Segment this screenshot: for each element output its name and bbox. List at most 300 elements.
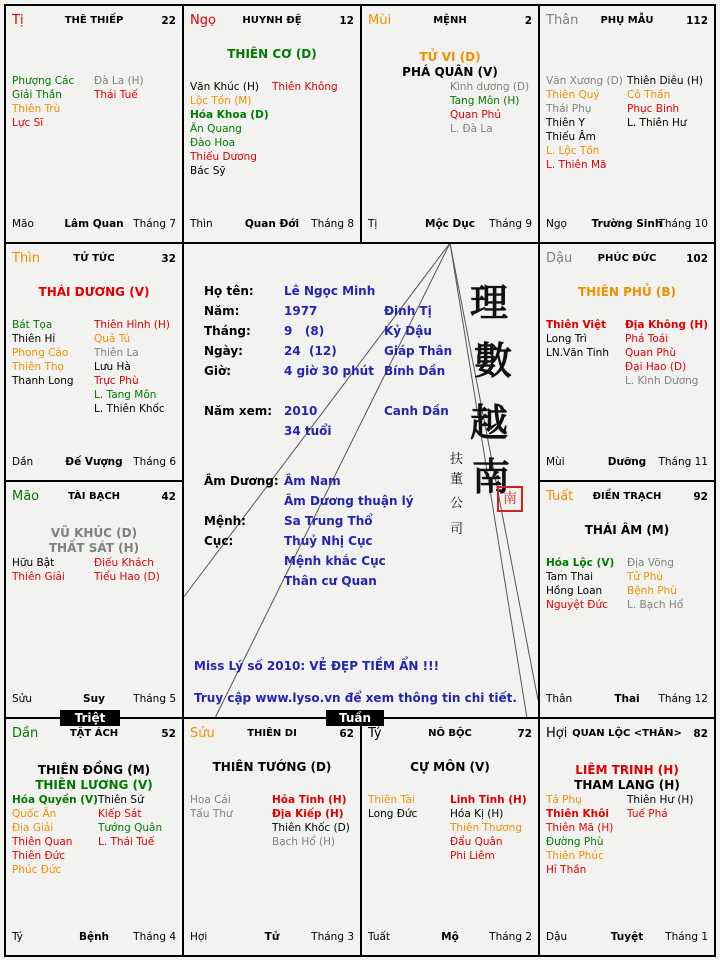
minor-star: Tả Phụ [546, 794, 582, 806]
palace-name: QUAN LỘC <THÂN> [572, 728, 682, 739]
palace-number: 112 [686, 15, 708, 27]
minor-star: Phúc Đức [12, 864, 62, 876]
palace-header [12, 727, 176, 743]
minor-star: Thiên Khốc (D) [272, 822, 350, 834]
footer-month: Tháng 12 [658, 693, 708, 705]
star-column [12, 556, 94, 584]
value-am-duong-2: Âm Dương thuận lý [284, 494, 414, 508]
minor-star: Linh Tinh (H) [450, 794, 527, 806]
footer-stage: Đế Vượng [65, 456, 123, 468]
value-nam-xem: 2010 [284, 404, 318, 418]
minor-star: Thiếu Dương [190, 151, 257, 163]
star-column [627, 793, 708, 877]
minor-star: Giải Thần [12, 89, 62, 101]
value-nam-xem-can: Canh Dần [384, 404, 449, 418]
footer-stage: Trường Sinh [591, 218, 663, 230]
minor-star: Thiên Thọ [12, 361, 64, 373]
palace-p2 [184, 6, 360, 242]
minor-star: Thiên Việt [546, 319, 607, 331]
footer-stage: Bệnh [78, 931, 110, 943]
palace-number: 42 [161, 491, 176, 503]
footer-branch: Thìn [190, 218, 213, 230]
palace-footer [368, 218, 532, 232]
seal-char: 南 [503, 491, 517, 507]
minor-star: L. Tang Môn [94, 389, 157, 401]
small-char: 扶 [450, 452, 464, 467]
palace-footer [190, 218, 354, 232]
minor-star: L. Lộc Tồn [546, 145, 600, 157]
value-thang-can: Kỷ Dậu [384, 324, 432, 338]
star-column [94, 74, 176, 130]
minor-star: Tuế Phá [627, 808, 668, 820]
footer-month: Tháng 2 [489, 931, 532, 943]
minor-stars [12, 793, 176, 877]
palace-branch: Ngọ [190, 13, 216, 28]
palace-name: TÀI BẠCH [67, 491, 121, 502]
main-star: THIÊN ĐỒNG (M) [37, 763, 151, 777]
main-star: VŨ KHÚC (D) [50, 526, 138, 540]
palace-branch: Mùi [368, 13, 392, 28]
footer-stage: Thai [614, 693, 640, 705]
value-nam: 1977 [284, 304, 318, 318]
minor-star: Tang Môn (H) [450, 95, 520, 107]
value-cuc-2: Mệnh khắc Cục [284, 554, 386, 568]
palace-header [546, 14, 708, 30]
minor-star: Quốc Ấn [12, 808, 57, 820]
palace-footer [546, 456, 708, 470]
minor-star: Long Đức [368, 808, 418, 820]
footer-month: Tháng 6 [133, 456, 176, 468]
palace-p7 [6, 482, 182, 717]
minor-star: Lực Sĩ [12, 117, 44, 129]
minor-stars [12, 318, 176, 416]
minor-star: Thiên Đức [12, 850, 66, 862]
value-ngay-can: Giáp Thân [384, 344, 453, 358]
minor-star: Thiên Quan [12, 836, 73, 848]
minor-star: Thiếu Âm [546, 131, 596, 143]
main-stars [6, 763, 182, 793]
minor-stars [190, 793, 354, 849]
minor-star: Ân Quang [190, 123, 242, 135]
calligraphy-char: 理 [470, 280, 509, 325]
palace-p1 [6, 6, 182, 242]
minor-star: Phi Liêm [450, 850, 495, 862]
minor-star: Hóa Khoa (D) [190, 109, 269, 121]
star-column [546, 318, 625, 388]
palace-number: 92 [693, 491, 708, 503]
palace-p8 [540, 482, 714, 717]
palace-name: THÊ THIẾP [64, 15, 124, 26]
main-star: THÁI ÂM (M) [584, 523, 670, 537]
palace-number: 62 [339, 728, 354, 740]
minor-star: L. Kình Dương [625, 375, 699, 387]
palace-p5 [6, 244, 182, 480]
minor-star: Quan Phù [625, 347, 676, 359]
palace-number: 82 [693, 728, 708, 740]
value-ho-ten: Lê Ngọc Minh [284, 284, 376, 298]
palace-p10 [184, 719, 360, 955]
footer-month: Tháng 3 [311, 931, 354, 943]
main-stars [540, 763, 714, 793]
minor-star: Thiên Khôi [546, 808, 609, 820]
palace-branch: Mão [12, 489, 40, 504]
minor-star: L. Thiên Mã [546, 159, 607, 171]
minor-star: Thiên Giải [12, 571, 65, 583]
footer-branch: Tý [12, 931, 23, 943]
promo-text: Miss Lý số 2010: VẺ ĐẸP TIỀM ẨN !!! [194, 659, 440, 673]
footer-branch: Dậu [546, 931, 568, 943]
palace-name: THIÊN DI [247, 728, 297, 739]
footer-branch: Dần [12, 456, 34, 468]
minor-star: Cô Thần [627, 89, 671, 101]
palace-footer [546, 218, 708, 232]
star-column [450, 793, 532, 863]
minor-star: Hỏa Tinh (H) [272, 794, 347, 806]
minor-star: Kình dương (D) [450, 81, 530, 93]
minor-star: Đường Phù [546, 836, 604, 848]
footer-month: Tháng 7 [133, 218, 176, 230]
label-ho-ten: Họ tên: [204, 284, 254, 298]
minor-star: L. Thái Tuế [97, 836, 155, 848]
minor-star: Bát Tọa [12, 319, 53, 331]
label-nam-xem: Năm xem: [204, 404, 273, 418]
footer-stage: Lâm Quan [64, 218, 124, 230]
palace-header [546, 490, 708, 506]
star-column [190, 793, 272, 849]
star-column [12, 793, 98, 877]
label-gio: Giờ: [204, 364, 232, 378]
star-column [12, 74, 94, 130]
minor-star: Lưu Hà [94, 361, 131, 373]
main-stars [6, 285, 182, 300]
palace-header [12, 490, 176, 506]
palace-footer [12, 931, 176, 945]
palace-header [368, 727, 532, 743]
minor-star: Tam Thai [546, 571, 594, 583]
minor-star: Phong Cáo [12, 347, 69, 359]
minor-star: Thiên Sứ [97, 794, 144, 806]
grid-line [4, 4, 6, 957]
value-nam-can: Đinh Tị [384, 304, 432, 318]
palace-p9 [6, 719, 182, 955]
palace-branch: Dần [12, 726, 39, 741]
minor-star: Địa Không (H) [625, 319, 708, 331]
footer-month: Tháng 1 [665, 931, 708, 943]
star-column [546, 793, 627, 877]
minor-star: Kiếp Sát [97, 808, 142, 820]
minor-star: Bệnh Phù [627, 585, 677, 597]
footer-stage: Quan Đới [244, 218, 300, 230]
minor-stars [546, 556, 708, 612]
palace-header [190, 14, 354, 30]
grid-line [182, 4, 184, 243]
main-star: LIÊM TRINH (H) [575, 763, 679, 777]
palace-branch: Tị [12, 13, 24, 28]
palace-header [368, 14, 532, 30]
minor-star: Lộc Tồn (M) [190, 95, 252, 107]
value-menh: Sa Trung Thổ [284, 514, 373, 528]
palace-name: NÔ BỘC [428, 728, 472, 739]
minor-star: Nguyệt Đức [546, 599, 608, 611]
small-char: 董 [450, 472, 464, 487]
palace-name: TẬT ÁCH [69, 728, 119, 739]
minor-stars [546, 318, 708, 388]
main-stars [362, 760, 538, 775]
main-star: THIÊN PHỦ (B) [578, 285, 676, 299]
main-star: THAM LANG (H) [574, 778, 680, 792]
value-cuc: Thuỷ Nhị Cục [284, 534, 373, 548]
tuan-tag: Tuần [326, 710, 384, 726]
palace-footer [12, 456, 176, 470]
main-star: THIÊN TƯỚNG (D) [212, 760, 332, 774]
palace-name: PHỤ MẪU [600, 15, 654, 26]
footer-branch: Ngọ [546, 218, 567, 230]
minor-star: Thiên Quý [546, 89, 600, 101]
footer-month: Tháng 9 [489, 218, 532, 230]
main-star: THÁI DƯƠNG (V) [38, 285, 150, 299]
main-stars [362, 50, 538, 80]
main-star: THIÊN CƠ (D) [227, 47, 317, 61]
minor-stars [546, 793, 708, 877]
minor-star: Địa Giải [12, 822, 54, 834]
star-column [272, 793, 354, 849]
main-star: THẤT SÁT (H) [48, 541, 140, 555]
minor-star: Thái Tuế [94, 89, 138, 101]
minor-star: L. Thiên Khốc [94, 403, 165, 415]
minor-star: Thiên La [94, 347, 139, 359]
footer-branch: Tuất [368, 931, 391, 943]
minor-star: Hữu Bật [12, 557, 55, 569]
star-column [625, 318, 708, 388]
value-am-duong: Âm Nam [284, 474, 341, 488]
main-stars [184, 760, 360, 775]
footer-stage: Tử [264, 931, 280, 943]
minor-star: Tiểu Hao (D) [94, 571, 160, 583]
palace-number: 52 [161, 728, 176, 740]
minor-star: Hóa Lộc (V) [546, 557, 615, 569]
minor-star: Đào Hoa [190, 137, 236, 149]
small-char: 公 [450, 496, 464, 511]
minor-star: Bác Sỹ [190, 165, 226, 177]
minor-star: Thiên Hình (H) [94, 319, 170, 331]
star-column [94, 556, 176, 584]
footer-branch: Thân [546, 693, 573, 705]
palace-number: 72 [517, 728, 532, 740]
label-thang: Tháng: [204, 324, 251, 338]
palace-p4 [540, 6, 714, 242]
grid-line [538, 480, 716, 482]
minor-star: Long Trì [546, 333, 587, 345]
minor-stars [546, 74, 708, 172]
palace-number: 22 [161, 15, 176, 27]
value-ngay: 24 (12) [284, 344, 337, 358]
minor-star: Thiên Tài [368, 794, 415, 806]
palace-header [546, 252, 708, 268]
grid-line [538, 4, 540, 957]
minor-star: Thái Phụ [546, 103, 592, 115]
minor-star: Địa Võng [627, 557, 674, 569]
minor-star: Tướng Quân [97, 822, 163, 834]
minor-star: Tấu Thư [190, 808, 233, 820]
label-menh: Mệnh: [204, 514, 246, 528]
star-column [368, 793, 450, 863]
minor-star: Tử Phù [627, 571, 664, 583]
minor-star: L. Bạch Hổ [627, 599, 684, 611]
palace-footer [546, 693, 708, 707]
grid-line [4, 480, 183, 482]
minor-star: Thiên Diêu (H) [627, 75, 703, 87]
main-stars [184, 47, 360, 62]
main-star: TỬ VI (D) [419, 50, 481, 64]
palace-header [12, 252, 176, 268]
palace-name: TỬ TỨC [73, 253, 115, 264]
palace-footer [12, 693, 176, 707]
minor-stars [368, 80, 532, 136]
palace-footer [368, 931, 532, 945]
footer-branch: Hợi [190, 931, 208, 943]
minor-star: L. Đà La [450, 123, 493, 135]
footer-branch: Sửu [12, 693, 32, 705]
palace-branch: Thân [546, 13, 579, 28]
palace-header [12, 14, 176, 30]
minor-star: Thiên Không [272, 81, 338, 93]
website-link[interactable]: Truy cập www.lyso.vn để xem thông tin chi tiết. [194, 691, 517, 705]
minor-star: Địa Kiếp (H) [272, 808, 344, 820]
palace-p12 [540, 719, 714, 955]
minor-star: Hỉ Thần [546, 864, 587, 876]
grid-line [360, 717, 362, 957]
calligraphy-char: 越 [470, 400, 509, 445]
palace-p3 [362, 6, 538, 242]
footer-branch: Mùi [546, 456, 565, 468]
minor-star: Phục Binh [627, 103, 680, 115]
palace-footer [546, 931, 708, 945]
footer-branch: Mão [12, 218, 34, 230]
palace-branch: Tuất [546, 489, 574, 504]
grid-line [714, 4, 716, 957]
minor-star: Hoa Cái [190, 794, 231, 806]
triet-tag: Triệt [60, 710, 120, 726]
palace-branch: Sửu [190, 726, 215, 741]
footer-month: Tháng 10 [658, 218, 708, 230]
main-star: PHÁ QUÂN (V) [402, 65, 498, 79]
palace-branch: Thìn [12, 251, 41, 266]
star-column [98, 793, 176, 877]
star-column [368, 80, 450, 136]
minor-star: Phá Toái [625, 333, 669, 345]
calligraphy-char: 南 [472, 454, 511, 499]
minor-stars [190, 80, 354, 178]
minor-star: Thanh Long [12, 375, 74, 387]
main-stars [6, 526, 182, 556]
value-thang: 9 (8) [284, 324, 325, 338]
minor-star: Văn Khúc (H) [190, 81, 260, 93]
palace-header [190, 727, 354, 743]
palace-footer [12, 218, 176, 232]
minor-star: Điếu Khách [94, 557, 154, 569]
star-column [12, 318, 94, 416]
minor-star: Thiên Hư (H) [627, 794, 694, 806]
minor-star: Thiên Trù [12, 103, 61, 115]
grid-line [182, 717, 184, 957]
main-stars [540, 285, 714, 300]
palace-branch: Dậu [546, 251, 573, 266]
palace-name: ĐIỀN TRẠCH [592, 491, 662, 502]
minor-star: Trực Phù [94, 375, 139, 387]
footer-stage: Mộ [441, 931, 459, 943]
minor-star: Thiên Thương [450, 822, 522, 834]
label-ngay: Ngày: [204, 344, 243, 358]
palace-header [546, 727, 708, 743]
palace-p11 [362, 719, 538, 955]
star-column [450, 80, 532, 136]
value-gio-can: Bính Dần [384, 364, 446, 378]
minor-stars [12, 74, 176, 130]
grid-line [182, 242, 184, 719]
minor-star: Văn Xương (D) [546, 75, 623, 87]
footer-month: Tháng 5 [133, 693, 176, 705]
red-seal-icon [497, 486, 523, 512]
footer-month: Tháng 11 [658, 456, 708, 468]
footer-month: Tháng 4 [133, 931, 176, 943]
footer-stage: Suy [83, 693, 105, 705]
minor-star: Bạch Hổ (H) [272, 836, 336, 848]
value-than: Thân cư Quan [284, 574, 377, 588]
star-column [546, 556, 627, 612]
palace-number: 12 [339, 15, 354, 27]
star-column [272, 80, 354, 178]
label-am-duong: Âm Dương: [204, 474, 279, 488]
main-star: THIÊN LƯƠNG (V) [35, 778, 153, 792]
minor-star: Hóa Kị (H) [450, 808, 504, 820]
minor-star: Đà La (H) [94, 75, 144, 87]
minor-star: Thiên Hỉ [12, 333, 56, 345]
minor-star: Quả Tú [94, 333, 131, 345]
palace-number: 32 [161, 253, 176, 265]
palace-name: MỆNH [433, 15, 467, 26]
star-column [190, 80, 272, 178]
minor-star: Thiên Y [546, 117, 585, 129]
star-column [627, 556, 708, 612]
minor-star: Hóa Quyền (V) [12, 794, 98, 806]
label-nam: Năm: [204, 304, 240, 318]
palace-branch: Tý [368, 726, 382, 741]
minor-star: Quan Phủ [450, 109, 501, 121]
minor-stars [12, 556, 176, 584]
footer-month: Tháng 8 [311, 218, 354, 230]
value-gio: 4 giờ 30 phút [284, 364, 374, 378]
minor-star: Thiên Mã (H) [546, 822, 614, 834]
palace-branch: Hợi [546, 726, 568, 741]
footer-branch: Tị [368, 218, 378, 230]
minor-star: LN.Văn Tinh [546, 347, 609, 359]
palace-name: PHÚC ĐỨC [597, 253, 657, 264]
minor-stars [368, 793, 532, 863]
minor-star: Đại Hao (D) [625, 361, 687, 373]
main-stars [540, 523, 714, 538]
minor-star: Thiên Phúc [546, 850, 604, 862]
minor-star: Phượng Các [12, 75, 75, 87]
star-column [94, 318, 176, 416]
minor-star: L. Thiên Hư [627, 117, 687, 129]
footer-stage: Tuyệt [610, 931, 644, 943]
palace-name: HUYNH ĐỆ [242, 15, 302, 26]
footer-stage: Mộc Dục [425, 218, 475, 230]
calligraphy-char: 數 [474, 338, 513, 383]
value-tuoi: 34 tuổi [284, 424, 332, 438]
star-column [546, 74, 627, 172]
footer-stage: Dưỡng [607, 456, 647, 468]
